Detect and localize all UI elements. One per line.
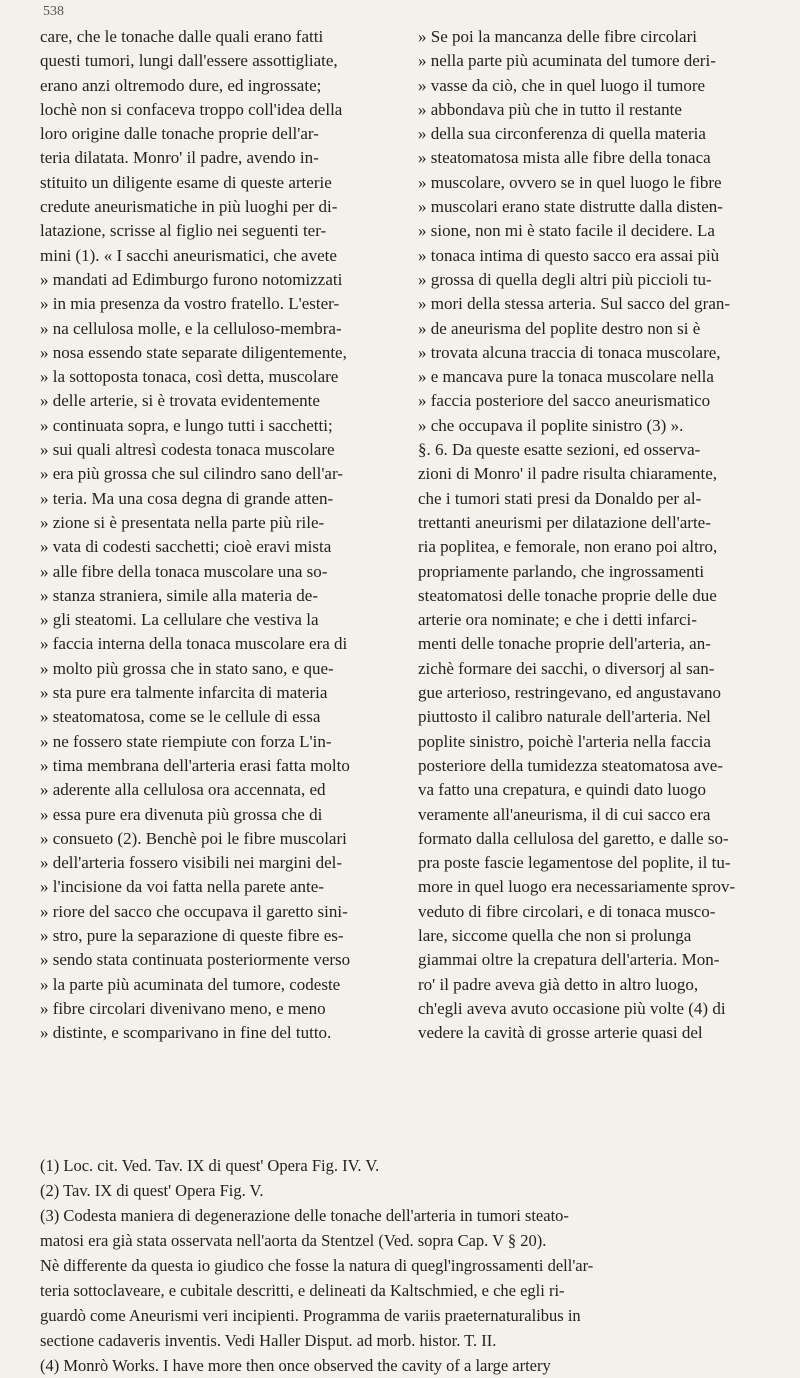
text-line: » faccia posteriore del sacco aneurismatico	[418, 391, 711, 411]
footnote-line: (1) Loc. cit. Ved. Tav. IX di quest' Opera Fig. IV. V.	[40, 1156, 380, 1175]
text-line: zichè formare dei sacchi, o diversorj al san-	[418, 658, 715, 678]
text-line: credute aneurismatiche in più luoghi per di-	[40, 197, 338, 217]
text-line: » dell'arteria fossero visibili nei margini del-	[40, 853, 343, 873]
text-line: » sendo stata continuata posteriormente verso	[40, 950, 351, 970]
text-line: veduto di fibre circolari, e di tonaca musco-	[418, 901, 716, 921]
text-line: » faccia interna della tonaca muscolare era di	[40, 634, 348, 654]
footnote-line: matosi era già stata osservata nell'aorta da Stentzel (Ved. sopra Cap. V § 20).	[40, 1231, 547, 1250]
text-line: » trovata alcuna traccia di tonaca muscolare,	[418, 342, 721, 362]
text-line: » teria. Ma una cosa degna di grande atten-	[40, 488, 334, 508]
text-line: » sui quali altresì codesta tonaca muscolare	[40, 440, 335, 460]
text-line: formato dalla cellulosa del garetto, e dalle so-	[418, 828, 729, 848]
text-line: ch'egli aveva avuto occasione più volte (4) di	[418, 998, 726, 1018]
footnotes	[40, 1153, 775, 1378]
text-line: questi tumori, lungi dall'essere assottigliate,	[40, 51, 338, 71]
text-line: » mandati ad Edimburgo furono notomizzati	[40, 269, 343, 289]
text-line: » grossa di quella degli altri più piccioli tu-	[418, 269, 712, 289]
page-number: 538	[43, 4, 64, 19]
text-line: » abbondava più che in tutto il restante	[418, 99, 682, 119]
footnote-line: (3) Codesta maniera di degenerazione delle tonache dell'arteria in tumori steato-	[40, 1206, 569, 1225]
text-line: lare, siccome quella che non si prolunga	[418, 925, 692, 945]
footnote-line: (4) Monrò Works. I have more then once observed the cavity of a large artery	[40, 1356, 551, 1375]
text-line: gue arterioso, restringevano, ed angustavano	[418, 683, 722, 703]
text-line: che i tumori stati presi da Donaldo per al-	[418, 488, 702, 508]
text-line: » delle arterie, si è trovata evidentemente	[40, 391, 320, 411]
text-line: » tonaca intima di questo sacco era assai più	[418, 245, 720, 265]
text-line: » essa pure era divenuta più grossa che di	[40, 804, 323, 824]
text-line: » e mancava pure la tonaca muscolare nella	[418, 367, 714, 387]
text-line: vedere la cavità di grosse arterie quasi del	[418, 1023, 703, 1043]
text-line: » distinte, e scomparivano in fine del tutto.	[40, 1023, 332, 1043]
text-line: » na cellulosa molle, e la celluloso-membra-	[40, 318, 342, 338]
footnote-line: (2) Tav. IX di quest' Opera Fig. V.	[40, 1181, 264, 1200]
text-line: va fatto una crepatura, e quindi dato luogo	[418, 780, 706, 800]
text-line: » mori della stessa arteria. Sul sacco del gran-	[418, 294, 731, 314]
text-line: teria dilatata. Monro' il padre, avendo in-	[40, 148, 319, 168]
text-line: steatomatosi delle tonache proprie delle due	[418, 585, 717, 605]
text-line: » l'incisione da voi fatta nella parete ante-	[40, 877, 324, 897]
text-line: » consueto (2). Benchè poi le fibre muscolari	[40, 828, 347, 848]
text-line: §. 6. Da queste esatte sezioni, ed osserva-	[418, 440, 701, 460]
text-line: arterie ora nominate; e che i detti infarci-	[418, 610, 697, 630]
text-line: » ne fossero state riempiute con forza L'in-	[40, 731, 332, 751]
text-line: » continuata sopra, e lungo tutti i sacchetti;	[40, 415, 333, 435]
text-line: » vasse da ciò, che in quel luogo il tumore	[418, 75, 706, 95]
text-line: mini (1). « I sacchi aneurismatici, che avete	[40, 245, 337, 265]
text-line: » vata di codesti sacchetti; cioè eravi mista	[40, 537, 332, 557]
text-line: » in mia presenza da vostro fratello. L'ester-	[40, 294, 340, 314]
text-line: veramente all'aneurisma, il di cui sacco era	[418, 804, 711, 824]
text-line: » la sottoposta tonaca, così detta, muscolare	[40, 367, 339, 387]
text-line: menti delle tonache proprie dell'arteria, an-	[418, 634, 711, 654]
text-line: » era più grossa che sul cilindro sano dell'ar-	[40, 464, 343, 484]
text-line: » zione si è presentata nella parte più rile-	[40, 512, 325, 532]
text-line: » la parte più acuminata del tumore, codeste	[40, 974, 341, 994]
text-line: poplite sinistro, poichè l'arteria nella faccia	[418, 731, 711, 751]
text-line: » riore del sacco che occupava il garetto sini-	[40, 901, 348, 921]
text-line: stituito un diligente esame di queste arterie	[40, 172, 332, 192]
footnote-line: sectione cadaveris inventis. Vedi Haller Disput. ad morb. histor. T. II.	[40, 1331, 497, 1350]
text-line: piuttosto il calibro naturale dell'arteria. Nel	[418, 707, 711, 727]
left-column	[40, 25, 397, 1045]
text-line: » fibre circolari divenivano meno, e meno	[40, 998, 326, 1018]
text-line: » gli steatomi. La cellulare che vestiva la	[40, 610, 319, 630]
text-line: zioni di Monro' il padre risulta chiaramente,	[418, 464, 718, 484]
text-line: posteriore della tumidezza steatomatosa ave-	[418, 755, 723, 775]
text-line: » alle fibre della tonaca muscolare una so-	[40, 561, 328, 581]
text-line: » sta pure era talmente infarcita di materia	[40, 683, 328, 703]
text-line: ria poplitea, e femorale, non erano poi altro,	[418, 537, 718, 557]
text-line: » steatomatosa mista alle fibre della tonaca	[418, 148, 711, 168]
text-line: pra poste fascie legamentose del poplite, il tu-	[418, 853, 731, 873]
text-line: latazione, scrisse al figlio nei seguenti ter-	[40, 221, 327, 241]
text-line: » muscolare, ovvero se in quel luogo le fibre	[418, 172, 722, 192]
text-line: propriamente parlando, che ingrossamenti	[418, 561, 705, 581]
text-line: » steatomatosa, come se le cellule di essa	[40, 707, 321, 727]
text-line: loro origine dalle tonache proprie dell'ar-	[40, 124, 319, 144]
text-line: » de aneurisma del poplite destro non si è	[418, 318, 701, 338]
footnote-line: guardò come Aneurismi veri incipienti. Programma de variis praeternaturalibus in	[40, 1306, 581, 1325]
text-line: » Se poi la mancanza delle fibre circolari	[418, 27, 697, 46]
text-line: care, che le tonache dalle quali erano fatti	[40, 27, 324, 46]
right-column	[418, 25, 775, 1045]
text-line: » aderente alla cellulosa ora accennata, ed	[40, 780, 326, 800]
text-line: trettanti aneurismi per dilatazione dell'arte-	[418, 512, 711, 532]
text-line: giammai oltre la crepatura dell'arteria. Mon-	[418, 950, 720, 970]
text-line: erano anzi oltremodo dure, ed ingrossate;	[40, 75, 322, 95]
footnote-line: Nè differente da questa io giudico che fosse la natura di quegl'ingrossamenti dell'ar-	[40, 1256, 594, 1275]
text-line: » molto più grossa che in stato sano, e que-	[40, 658, 334, 678]
text-line: » sione, non mi è stato facile il decidere. La	[418, 221, 715, 241]
text-line: » che occupava il poplite sinistro (3) ».	[418, 415, 684, 435]
text-line: » tima membrana dell'arteria erasi fatta molto	[40, 755, 350, 775]
text-line: » stanza straniera, simile alla materia de-	[40, 585, 319, 605]
text-line: lochè non si confaceva troppo coll'idea della	[40, 99, 343, 119]
text-line: » nosa essendo state separate diligentemente,	[40, 342, 347, 362]
text-line: » della sua circonferenza di quella materia	[418, 124, 706, 144]
text-line: » nella parte più acuminata del tumore deri-	[418, 51, 716, 71]
text-line: » muscolari erano state distrutte dalla disten-	[418, 197, 723, 217]
text-line: ro' il padre aveva già detto in altro luogo,	[418, 974, 699, 994]
footnote-line: teria sottoclaveare, e cubitale descritti, e delineati da Kaltschmied, e che egli ri-	[40, 1281, 565, 1300]
text-line: more in quel luogo era necessariamente sprov-	[418, 877, 736, 897]
text-line: » stro, pure la separazione di queste fibre es-	[40, 925, 344, 945]
